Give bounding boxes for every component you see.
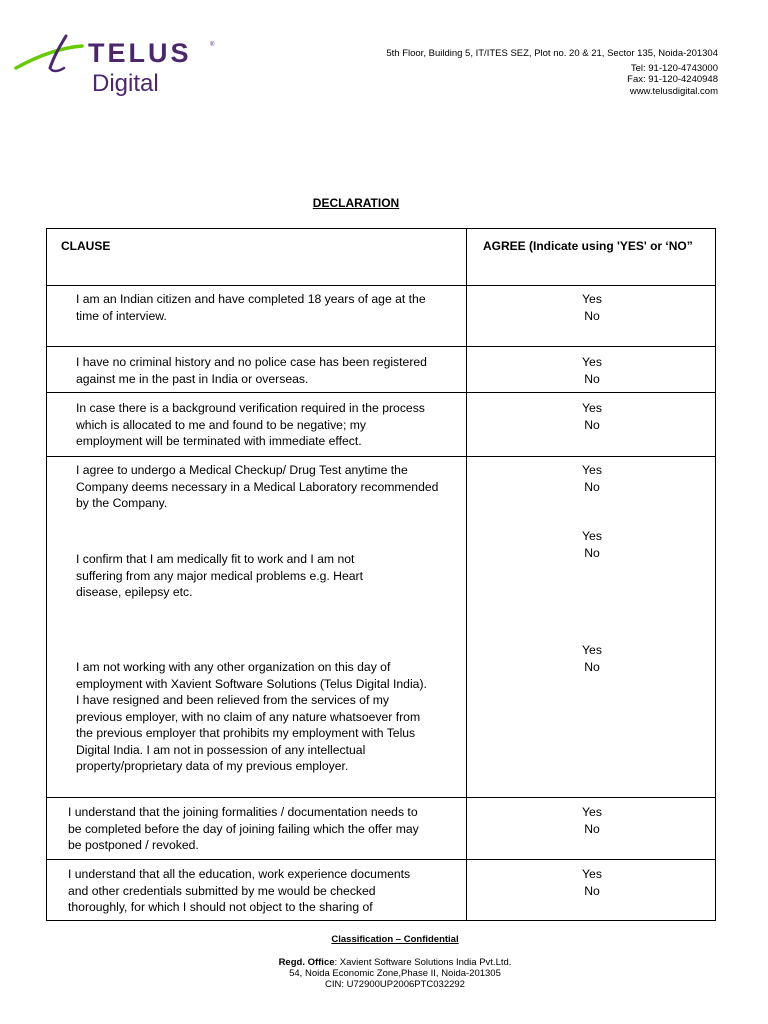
yes-option: Yes bbox=[582, 529, 602, 543]
clause-row-1: I am an Indian citizen and have completed 18 years of age at the time of interview. bbox=[76, 292, 426, 323]
yes-option: Yes bbox=[582, 355, 602, 369]
no-option: No bbox=[584, 659, 600, 674]
agree-row-7[interactable] bbox=[467, 804, 717, 837]
no-option: No bbox=[584, 308, 600, 323]
address-line: 5th Floor, Building 5, IT/ITES SEZ, Plot no. 20 & 21, Sector 135, Noida-201304 bbox=[386, 48, 718, 59]
website-line: www.telusdigital.com bbox=[629, 85, 718, 97]
cin-number: CIN: U72900UP2006PTC032292 bbox=[325, 979, 465, 990]
regd-address: 54, Noida Economic Zone,Phase II, Noida-201305 bbox=[289, 968, 501, 979]
telus-digital-logo bbox=[14, 30, 214, 100]
no-option: No bbox=[584, 883, 600, 898]
agree-row-3[interactable] bbox=[467, 400, 717, 433]
yes-option: Yes bbox=[582, 643, 602, 657]
agree-row-2[interactable] bbox=[467, 354, 717, 387]
yes-option: Yes bbox=[582, 292, 602, 306]
logo-sub: Digital bbox=[92, 70, 159, 97]
tel-line: Tel: 91-120-4743000 bbox=[630, 62, 718, 74]
regd-office: Regd. Office: Xavient Software Solutions India Pvt.Ltd. bbox=[278, 957, 512, 968]
no-option: No bbox=[584, 371, 600, 386]
no-option: No bbox=[584, 545, 600, 560]
clause-row-2: I have no criminal history and no police case has been registered against me in the past in India or overseas. bbox=[76, 355, 427, 386]
declaration-table bbox=[46, 228, 716, 921]
company-address bbox=[386, 48, 718, 97]
logo-trademark: ® bbox=[210, 42, 215, 48]
no-option: No bbox=[584, 479, 600, 494]
yes-option: Yes bbox=[582, 867, 602, 881]
fax-line: Fax: 91-120-4240948 bbox=[627, 74, 718, 85]
classification-label: Classification – Confidential bbox=[331, 934, 459, 945]
page-title: DECLARATION bbox=[312, 196, 400, 210]
agree-row-6[interactable] bbox=[467, 642, 717, 675]
yes-option: Yes bbox=[582, 401, 602, 415]
agree-row-8[interactable] bbox=[467, 866, 717, 899]
clause-row-7: I understand that the joining formalities / documentation needs to be completed before the day of joining failing which the offer may be postponed / revoked. bbox=[68, 805, 419, 852]
agree-row-5[interactable] bbox=[467, 528, 717, 561]
agree-row-4[interactable] bbox=[467, 462, 717, 495]
agree-header: AGREE (Indicate using 'YES' or ‘NO” bbox=[483, 239, 693, 253]
no-option: No bbox=[584, 417, 600, 432]
agree-row-1[interactable] bbox=[467, 291, 717, 324]
yes-option: Yes bbox=[582, 805, 602, 819]
logo-brand: TELUS bbox=[88, 38, 192, 68]
clause-row-8: I understand that all the education, work experience documents and other credentials submitted by me would be checked thoroughly, for which I should not object to the sharing of bbox=[68, 867, 411, 914]
yes-option: Yes bbox=[582, 463, 602, 477]
clause-row-4: I agree to undergo a Medical Checkup/ Drug Test anytime the Company deems necessary in a Medical Laboratory recommended by the Company. bbox=[76, 463, 439, 510]
clause-row-6: I am not working with any other organization on this day of employment with Xavient Software Solutions (Telus Digital India). I have resigned and been relieved from the services of my previous employer, with no claim of any nature whatsoever from the previous employer that prohibits my employment with Telus Digital India. I am not in possession of any intellectual property/proprietary data of my previous employer. bbox=[76, 660, 427, 773]
no-option: No bbox=[584, 821, 600, 836]
telus-swoosh-icon bbox=[14, 34, 84, 78]
clause-row-3: In case there is a background verification required in the process which is allocated to me and found to be negative; my employment will be terminated with immediate effect. bbox=[76, 401, 425, 448]
clause-row-5: I confirm that I am medically fit to work and I am not suffering from any major medical problems e.g. Heart disease, epilepsy etc. bbox=[76, 552, 363, 599]
clause-header: CLAUSE bbox=[61, 239, 111, 253]
